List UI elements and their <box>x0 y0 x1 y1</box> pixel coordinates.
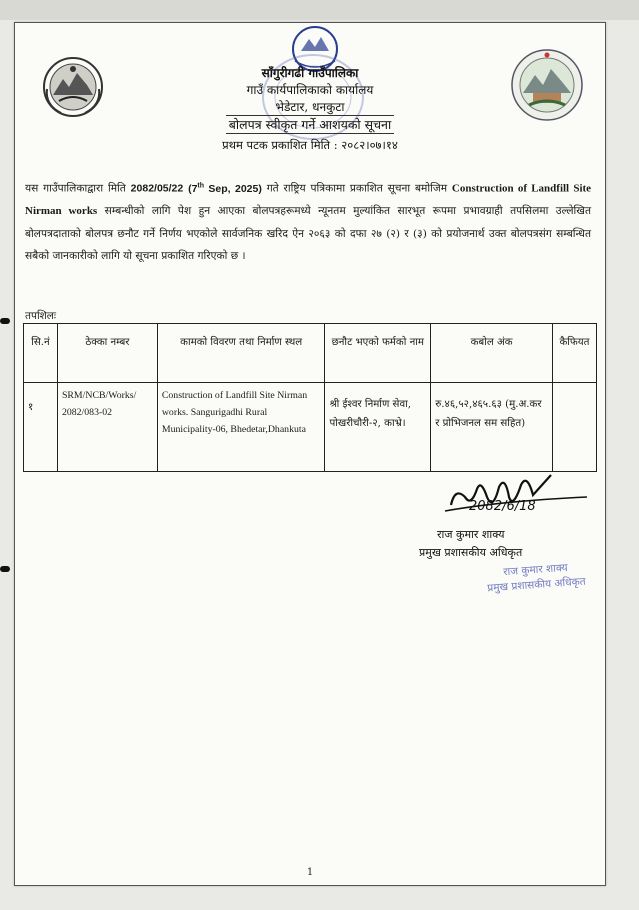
details-table <box>23 323 597 472</box>
signatory-name: राज कुमार शाक्य <box>437 528 505 541</box>
cell-amount: रु.४६,५२,४६५.६३ (मु.अ.कर र प्रोभिजनल सम सहित) <box>431 383 553 472</box>
signature-date: 2082/6/18 <box>469 499 536 514</box>
body-part1: यस गाउँपालिकाद्वारा मिति <box>25 182 126 195</box>
project-name: Construction of Landfill Site Nirman works <box>25 182 592 217</box>
cell-description: Construction of Landfill Site Nirman works. Sangurigadhi Rural Municipality-06, Bhedetar,Dhankuta <box>157 383 325 472</box>
binder-hole <box>0 318 10 324</box>
header-description: कामको विवरण तथा निर्माण स्थल <box>157 324 325 383</box>
header-contract: ठेक्का नम्बर <box>57 324 157 383</box>
office-address: भेडेटार, धनकुटा <box>275 100 345 114</box>
notice-title <box>15 117 605 133</box>
date-bs: 2082/05/22 <box>130 182 184 195</box>
body-part2: गते राष्ट्रिय पत्रिकामा प्रकाशित सूचना बमोजिम <box>266 182 448 195</box>
date-ad <box>188 183 262 195</box>
cell-remarks <box>552 383 596 472</box>
details-label: तपशिलः <box>25 310 57 322</box>
municipality-name: साँगुरीगढी गाउँपालिका <box>261 66 359 80</box>
notice-title-text: बोलपत्र स्वीकृत गर्ने आशयको सूचना <box>226 115 394 134</box>
binder-hole <box>0 566 10 572</box>
stamp-name: राज कुमार शाक्य <box>502 561 568 579</box>
cell-sn: १ <box>24 383 58 472</box>
page-number: 1 <box>306 867 314 878</box>
header-remarks: कैफियत <box>552 324 596 383</box>
table-header-row <box>24 324 597 383</box>
table-row <box>24 383 597 472</box>
notice-body <box>25 175 591 268</box>
name-stamp <box>470 559 602 598</box>
cell-firm: श्री ईश्वर निर्माण सेवा, पोखरीचौरी-२, काभ्रे। <box>325 383 431 472</box>
header-firm: छनौट भएको फर्मको नाम <box>325 324 431 383</box>
stamp-designation: प्रमुख प्रशासकीय अधिकृत <box>486 575 587 595</box>
header-sn: सि.नं <box>24 324 58 383</box>
date-ad-sup: th <box>197 182 205 189</box>
header-amount: कबोल अंक <box>431 324 553 383</box>
cell-contract: SRM/NCB/Works/ 2082/083-02 <box>57 383 157 472</box>
signatory-designation: प्रमुख प्रशासकीय अधिकृत <box>419 546 523 559</box>
notice-page <box>14 22 606 886</box>
date-ad-open: (7 <box>188 182 198 195</box>
office-name: गाउँ कार्यपालिकाको कार्यालय <box>246 83 374 97</box>
date-ad-close: Sep, 2025) <box>208 182 262 195</box>
body-part3: सम्बन्धीको लागि पेश हुन आएका बोलपत्रहरूमध्ये न्यूनतम मुल्यांकित सारभूत रूपमा प्रभावग्राही तपसिलमा उल्लेखित बोलपत्रदाताको बोलपत्र छनौट गर्ने निर्णय भएकोले सार्वजनिक खरिद ऐन २०६३ को दफा २७ (२) र (३) को प्रयोजनार्थ उक्त बोलपत्रसंग सम्बन्धित सबैको जानकारीको लागि यो सूचना प्रकाशित गरिएको छ । <box>25 205 592 262</box>
published-date: प्रथम पटक प्रकाशित मिति : २०८२।०७।१४ <box>222 138 398 152</box>
signature-icon <box>441 467 591 529</box>
